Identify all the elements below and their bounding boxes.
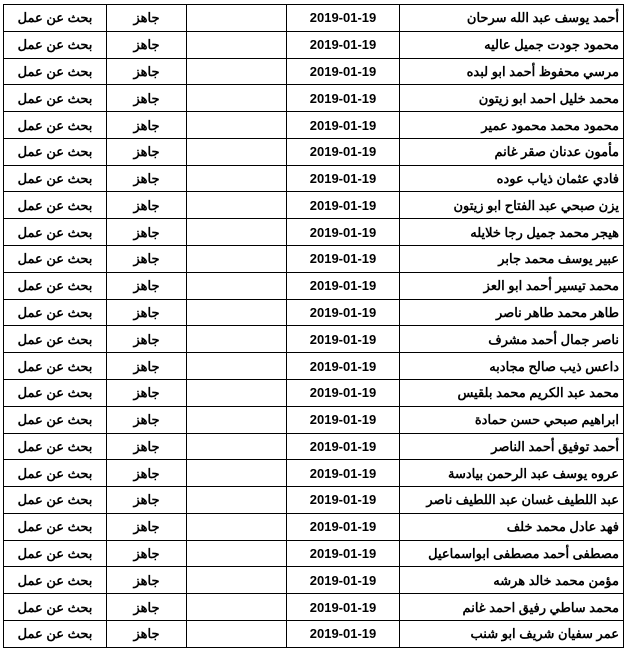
table-row: [4, 192, 624, 219]
state-cell: جاهز: [107, 299, 187, 326]
name-cell: أحمد يوسف عبد الله سرحان: [400, 5, 624, 32]
state-cell: جاهز: [107, 85, 187, 112]
status-cell: بحث عن عمل: [4, 353, 107, 380]
table-row: [4, 299, 624, 326]
date-cell: 2019-01-19: [287, 85, 400, 112]
table-row: [4, 31, 624, 58]
date-cell: 2019-01-19: [287, 353, 400, 380]
state-cell: جاهز: [107, 353, 187, 380]
state-cell: جاهز: [107, 31, 187, 58]
table-row: [4, 620, 624, 647]
blank-cell: [187, 31, 287, 58]
name-cell: عبد اللطيف غسان عبد اللطيف ناصر: [400, 487, 624, 514]
blank-cell: [187, 326, 287, 353]
table-row: [4, 112, 624, 139]
blank-cell: [187, 540, 287, 567]
date-cell: 2019-01-19: [287, 567, 400, 594]
date-cell: 2019-01-19: [287, 31, 400, 58]
status-cell: بحث عن عمل: [4, 540, 107, 567]
name-cell: أحمد توفيق أحمد الناصر: [400, 433, 624, 460]
table-row: [4, 540, 624, 567]
blank-cell: [187, 594, 287, 621]
table-row: [4, 379, 624, 406]
blank-cell: [187, 165, 287, 192]
date-cell: 2019-01-19: [287, 58, 400, 85]
blank-cell: [187, 433, 287, 460]
records-table: [3, 4, 624, 648]
name-cell: فهد عادل محمد خلف: [400, 513, 624, 540]
state-cell: جاهز: [107, 433, 187, 460]
status-cell: بحث عن عمل: [4, 165, 107, 192]
status-cell: بحث عن عمل: [4, 326, 107, 353]
table-row: [4, 5, 624, 32]
date-cell: 2019-01-19: [287, 246, 400, 273]
name-cell: هيجر محمد جميل رجا خلايله: [400, 219, 624, 246]
date-cell: 2019-01-19: [287, 112, 400, 139]
status-cell: بحث عن عمل: [4, 219, 107, 246]
status-cell: بحث عن عمل: [4, 246, 107, 273]
name-cell: عروه يوسف عبد الرحمن بيادسة: [400, 460, 624, 487]
blank-cell: [187, 460, 287, 487]
state-cell: جاهز: [107, 165, 187, 192]
name-cell: ناصر جمال أحمد مشرف: [400, 326, 624, 353]
blank-cell: [187, 406, 287, 433]
table-row: [4, 406, 624, 433]
status-cell: بحث عن عمل: [4, 138, 107, 165]
state-cell: جاهز: [107, 620, 187, 647]
name-cell: محمد عبد الكريم محمد بلقيس: [400, 379, 624, 406]
state-cell: جاهز: [107, 594, 187, 621]
status-cell: بحث عن عمل: [4, 513, 107, 540]
name-cell: عبير يوسف محمد جابر: [400, 246, 624, 273]
blank-cell: [187, 620, 287, 647]
status-cell: بحث عن عمل: [4, 112, 107, 139]
blank-cell: [187, 112, 287, 139]
date-cell: 2019-01-19: [287, 219, 400, 246]
blank-cell: [187, 567, 287, 594]
name-cell: مرسي محفوظ أحمد ابو لبده: [400, 58, 624, 85]
date-cell: 2019-01-19: [287, 272, 400, 299]
status-cell: بحث عن عمل: [4, 31, 107, 58]
table-row: [4, 165, 624, 192]
table-row: [4, 246, 624, 273]
blank-cell: [187, 138, 287, 165]
date-cell: 2019-01-19: [287, 406, 400, 433]
state-cell: جاهز: [107, 112, 187, 139]
status-cell: بحث عن عمل: [4, 85, 107, 112]
date-cell: 2019-01-19: [287, 5, 400, 32]
blank-cell: [187, 192, 287, 219]
date-cell: 2019-01-19: [287, 138, 400, 165]
status-cell: بحث عن عمل: [4, 379, 107, 406]
state-cell: جاهز: [107, 192, 187, 219]
table-row: [4, 567, 624, 594]
name-cell: مصطفى أحمد مصطفى ابواسماعيل: [400, 540, 624, 567]
state-cell: جاهز: [107, 246, 187, 273]
table-row: [4, 353, 624, 380]
name-cell: مؤمن محمد خالد هرشه: [400, 567, 624, 594]
name-cell: محمود جودت جميل عاليه: [400, 31, 624, 58]
status-cell: بحث عن عمل: [4, 58, 107, 85]
status-cell: بحث عن عمل: [4, 460, 107, 487]
status-cell: بحث عن عمل: [4, 433, 107, 460]
date-cell: 2019-01-19: [287, 326, 400, 353]
status-cell: بحث عن عمل: [4, 594, 107, 621]
status-cell: بحث عن عمل: [4, 406, 107, 433]
name-cell: عمر سفيان شريف ابو شنب: [400, 620, 624, 647]
blank-cell: [187, 299, 287, 326]
date-cell: 2019-01-19: [287, 460, 400, 487]
state-cell: جاهز: [107, 540, 187, 567]
name-cell: محمد ساطي رفيق احمد غانم: [400, 594, 624, 621]
status-cell: بحث عن عمل: [4, 272, 107, 299]
name-cell: ابراهيم صبحي حسن حمادة: [400, 406, 624, 433]
status-cell: بحث عن عمل: [4, 5, 107, 32]
date-cell: 2019-01-19: [287, 540, 400, 567]
status-cell: بحث عن عمل: [4, 567, 107, 594]
status-cell: بحث عن عمل: [4, 620, 107, 647]
date-cell: 2019-01-19: [287, 433, 400, 460]
blank-cell: [187, 272, 287, 299]
name-cell: مأمون عدنان صقر غانم: [400, 138, 624, 165]
name-cell: طاهر محمد طاهر ناصر: [400, 299, 624, 326]
state-cell: جاهز: [107, 58, 187, 85]
table-row: [4, 219, 624, 246]
table-row: [4, 594, 624, 621]
status-cell: بحث عن عمل: [4, 192, 107, 219]
table-row: [4, 513, 624, 540]
state-cell: جاهز: [107, 487, 187, 514]
state-cell: جاهز: [107, 379, 187, 406]
blank-cell: [187, 5, 287, 32]
name-cell: يزن صبحي عبد الفتاح ابو زيتون: [400, 192, 624, 219]
name-cell: محمد خليل احمد ابو زيتون: [400, 85, 624, 112]
name-cell: محمد تيسير أحمد ابو العز: [400, 272, 624, 299]
state-cell: جاهز: [107, 513, 187, 540]
name-cell: داعس ذيب صالح مجادبه: [400, 353, 624, 380]
blank-cell: [187, 353, 287, 380]
date-cell: 2019-01-19: [287, 620, 400, 647]
blank-cell: [187, 85, 287, 112]
state-cell: جاهز: [107, 567, 187, 594]
date-cell: 2019-01-19: [287, 379, 400, 406]
table-row: [4, 85, 624, 112]
table-row: [4, 138, 624, 165]
table-row: [4, 487, 624, 514]
table-row: [4, 58, 624, 85]
table-row: [4, 433, 624, 460]
status-cell: بحث عن عمل: [4, 487, 107, 514]
date-cell: 2019-01-19: [287, 165, 400, 192]
blank-cell: [187, 513, 287, 540]
date-cell: 2019-01-19: [287, 487, 400, 514]
table-row: [4, 272, 624, 299]
state-cell: جاهز: [107, 460, 187, 487]
blank-cell: [187, 487, 287, 514]
state-cell: جاهز: [107, 219, 187, 246]
blank-cell: [187, 379, 287, 406]
name-cell: محمود محمد محمود عمير: [400, 112, 624, 139]
state-cell: جاهز: [107, 138, 187, 165]
name-cell: فادي عثمان ذياب عوده: [400, 165, 624, 192]
state-cell: جاهز: [107, 406, 187, 433]
blank-cell: [187, 246, 287, 273]
state-cell: جاهز: [107, 5, 187, 32]
blank-cell: [187, 58, 287, 85]
date-cell: 2019-01-19: [287, 594, 400, 621]
date-cell: 2019-01-19: [287, 513, 400, 540]
table-row: [4, 460, 624, 487]
records-table-body: [4, 5, 624, 648]
state-cell: جاهز: [107, 326, 187, 353]
status-cell: بحث عن عمل: [4, 299, 107, 326]
state-cell: جاهز: [107, 272, 187, 299]
table-row: [4, 326, 624, 353]
date-cell: 2019-01-19: [287, 192, 400, 219]
blank-cell: [187, 219, 287, 246]
date-cell: 2019-01-19: [287, 299, 400, 326]
